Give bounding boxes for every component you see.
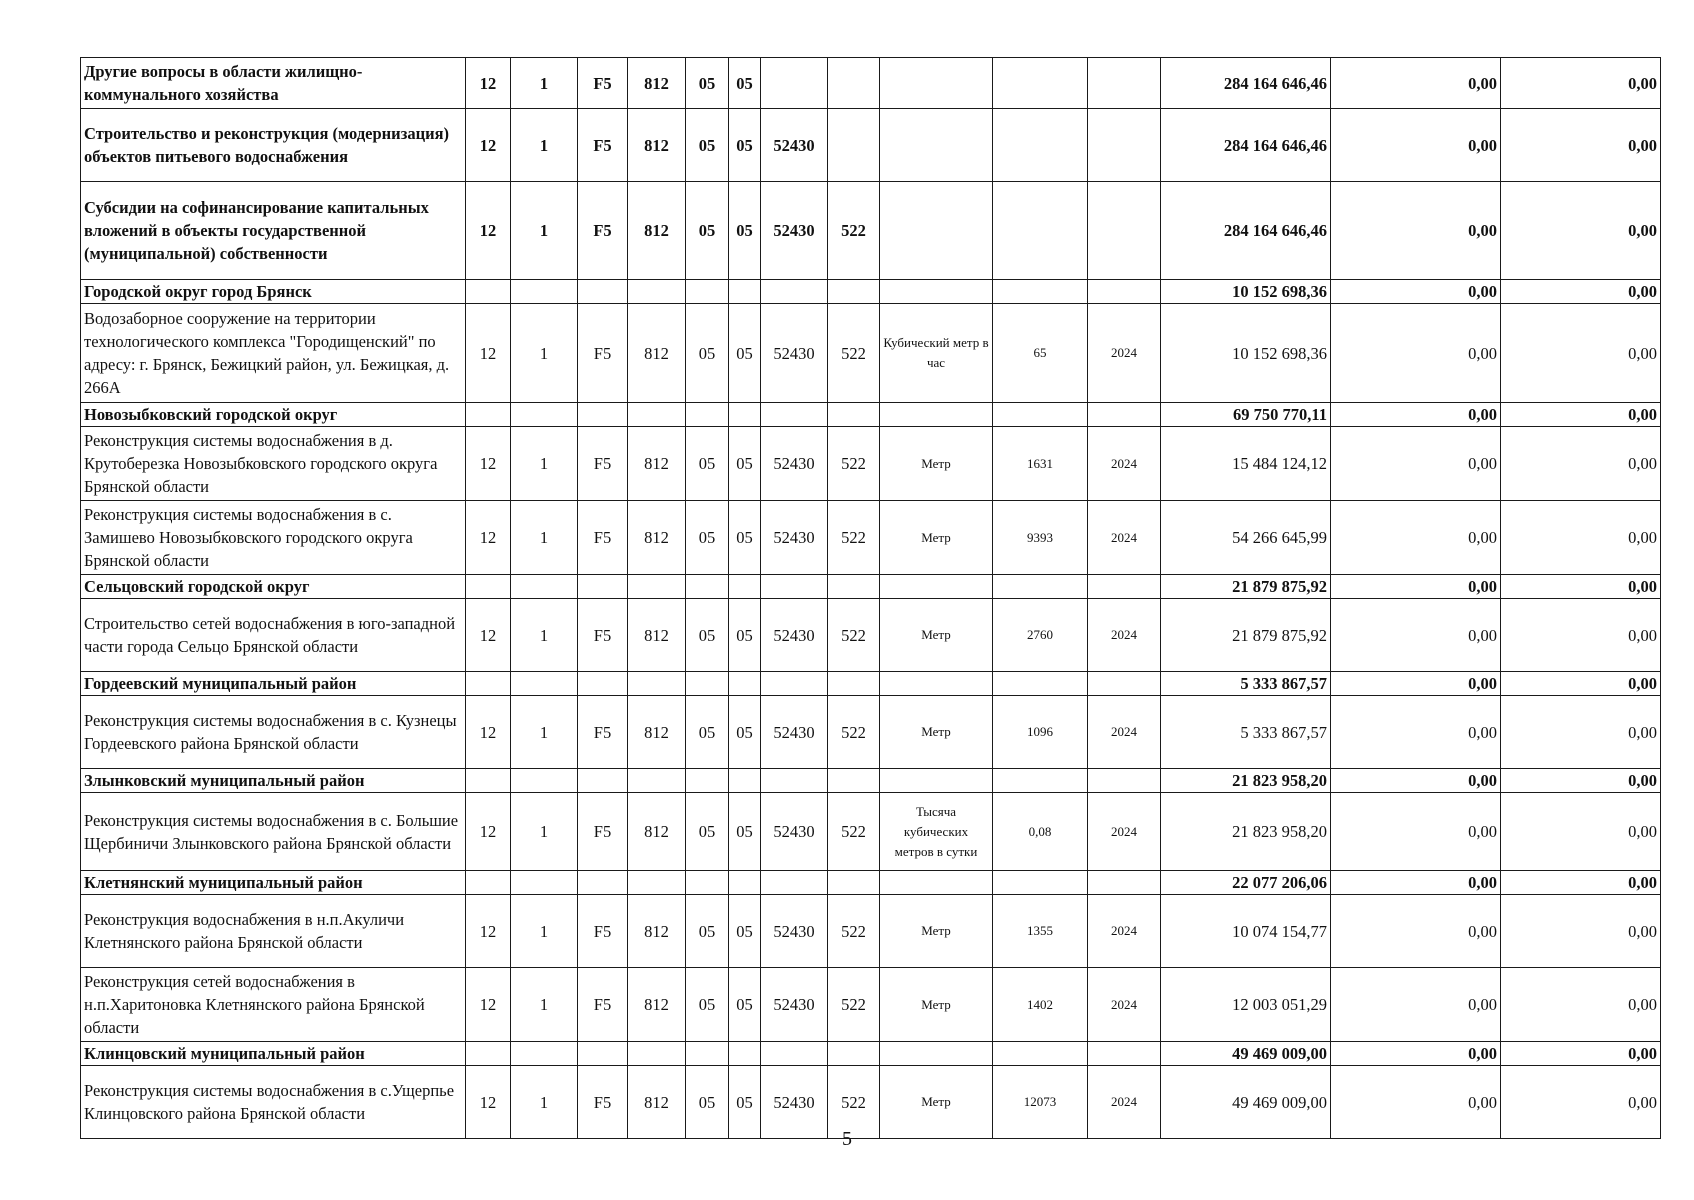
cell-quantity xyxy=(993,109,1088,182)
cell-year: 2024 xyxy=(1088,793,1161,871)
cell-code-3: F5 xyxy=(578,304,628,403)
cell-code-1: 12 xyxy=(466,427,511,501)
cell-code-6: 05 xyxy=(729,109,761,182)
group-amount: 10 152 698,36 xyxy=(1161,280,1331,304)
cell-code-4: 812 xyxy=(628,427,686,501)
cell-code-7: 52430 xyxy=(761,501,828,575)
cell-code-3: F5 xyxy=(578,696,628,769)
table-row xyxy=(81,427,1661,501)
cell-code-2: 1 xyxy=(511,1066,578,1139)
cell-code-4: 812 xyxy=(628,182,686,280)
cell-code-5: 05 xyxy=(686,1066,729,1139)
cell-amount: 10 152 698,36 xyxy=(1161,304,1331,403)
cell-code-7: 52430 xyxy=(761,696,828,769)
cell-code-1: 12 xyxy=(466,895,511,968)
cell-code-5: 05 xyxy=(686,501,729,575)
cell-year: 2024 xyxy=(1088,427,1161,501)
cell-code-4: 812 xyxy=(628,696,686,769)
cell-code-2: 1 xyxy=(511,304,578,403)
cell-code-3: F5 xyxy=(578,793,628,871)
cell-year xyxy=(1088,182,1161,280)
cell-code-2: 1 xyxy=(511,109,578,182)
cell-code-8: 522 xyxy=(828,182,880,280)
cell-quantity: 0,08 xyxy=(993,793,1088,871)
cell-amount-2: 0,00 xyxy=(1331,599,1501,672)
cell-code-7: 52430 xyxy=(761,793,828,871)
cell-code-3: F5 xyxy=(578,599,628,672)
row-name: Строительство сетей водоснабжения в юго-западной части города Сельцо Брянской области xyxy=(81,599,466,672)
group-amount-2: 0,00 xyxy=(1331,575,1501,599)
cell-code-2: 1 xyxy=(511,501,578,575)
cell-quantity: 12073 xyxy=(993,1066,1088,1139)
cell-quantity: 1402 xyxy=(993,968,1088,1042)
cell-code-4: 812 xyxy=(628,968,686,1042)
cell-quantity: 1096 xyxy=(993,696,1088,769)
table-row xyxy=(81,501,1661,575)
table-row xyxy=(81,58,1661,109)
cell-code-3: F5 xyxy=(578,182,628,280)
cell-year: 2024 xyxy=(1088,304,1161,403)
cell-code-1: 12 xyxy=(466,304,511,403)
row-name: Реконструкция системы водоснабжения в с. Большие Щербиничи Злынковского района Брянской области xyxy=(81,793,466,871)
row-name: Реконструкция водоснабжения в н.п.Акуличи Клетнянского района Брянской области xyxy=(81,895,466,968)
cell-quantity: 65 xyxy=(993,304,1088,403)
cell-code-2: 1 xyxy=(511,427,578,501)
group-amount-3: 0,00 xyxy=(1501,1042,1661,1066)
cell-amount-3: 0,00 xyxy=(1501,895,1661,968)
cell-code-5: 05 xyxy=(686,968,729,1042)
cell-year: 2024 xyxy=(1088,599,1161,672)
cell-amount-3: 0,00 xyxy=(1501,599,1661,672)
row-name: Реконструкция системы водоснабжения в д. Крутоберезка Новозыбковского городского округа Брянской области xyxy=(81,427,466,501)
cell-code-6: 05 xyxy=(729,58,761,109)
cell-amount-2: 0,00 xyxy=(1331,427,1501,501)
cell-code-7 xyxy=(761,58,828,109)
cell-code-7: 52430 xyxy=(761,182,828,280)
group-row xyxy=(81,769,1661,793)
row-name: Реконструкция системы водоснабжения в с. Кузнецы Гордеевского района Брянской области xyxy=(81,696,466,769)
table-row xyxy=(81,696,1661,769)
cell-code-2: 1 xyxy=(511,182,578,280)
cell-code-7: 52430 xyxy=(761,304,828,403)
cell-code-5: 05 xyxy=(686,182,729,280)
group-row xyxy=(81,871,1661,895)
group-amount-3: 0,00 xyxy=(1501,871,1661,895)
cell-code-7: 52430 xyxy=(761,599,828,672)
cell-code-5: 05 xyxy=(686,696,729,769)
group-amount-2: 0,00 xyxy=(1331,672,1501,696)
cell-amount-3: 0,00 xyxy=(1501,427,1661,501)
cell-code-6: 05 xyxy=(729,427,761,501)
table-row xyxy=(81,304,1661,403)
cell-year: 2024 xyxy=(1088,895,1161,968)
table-row xyxy=(81,109,1661,182)
group-name: Городской округ город Брянск xyxy=(81,280,466,304)
cell-year xyxy=(1088,109,1161,182)
table-row xyxy=(81,895,1661,968)
row-name: Субсидии на софинансирование капитальных вложений в объекты государственной (муниципальной) собственности xyxy=(81,182,466,280)
cell-amount-2: 0,00 xyxy=(1331,793,1501,871)
cell-amount: 54 266 645,99 xyxy=(1161,501,1331,575)
cell-code-8 xyxy=(828,58,880,109)
cell-code-6: 05 xyxy=(729,968,761,1042)
cell-quantity: 9393 xyxy=(993,501,1088,575)
cell-amount-3: 0,00 xyxy=(1501,793,1661,871)
cell-code-1: 12 xyxy=(466,501,511,575)
cell-unit: Метр xyxy=(880,696,993,769)
budget-table xyxy=(80,57,1661,1139)
cell-code-5: 05 xyxy=(686,599,729,672)
cell-amount: 284 164 646,46 xyxy=(1161,109,1331,182)
cell-amount-3: 0,00 xyxy=(1501,1066,1661,1139)
cell-code-8: 522 xyxy=(828,599,880,672)
cell-code-8: 522 xyxy=(828,1066,880,1139)
cell-code-8: 522 xyxy=(828,696,880,769)
cell-code-2: 1 xyxy=(511,968,578,1042)
cell-amount-2: 0,00 xyxy=(1331,696,1501,769)
group-amount-2: 0,00 xyxy=(1331,1042,1501,1066)
group-amount-3: 0,00 xyxy=(1501,672,1661,696)
row-name: Реконструкция системы водоснабжения в с. Замишево Новозыбковского городского округа Брянской области xyxy=(81,501,466,575)
cell-code-5: 05 xyxy=(686,793,729,871)
cell-code-7: 52430 xyxy=(761,968,828,1042)
cell-code-6: 05 xyxy=(729,304,761,403)
cell-amount: 10 074 154,77 xyxy=(1161,895,1331,968)
cell-unit: Метр xyxy=(880,599,993,672)
cell-code-6: 05 xyxy=(729,182,761,280)
cell-code-3: F5 xyxy=(578,109,628,182)
cell-code-1: 12 xyxy=(466,696,511,769)
cell-code-5: 05 xyxy=(686,304,729,403)
group-name: Клетнянский муниципальный район xyxy=(81,871,466,895)
cell-code-1: 12 xyxy=(466,968,511,1042)
group-amount: 21 879 875,92 xyxy=(1161,575,1331,599)
cell-year xyxy=(1088,58,1161,109)
cell-code-4: 812 xyxy=(628,501,686,575)
cell-code-5: 05 xyxy=(686,58,729,109)
cell-code-2: 1 xyxy=(511,599,578,672)
cell-amount: 284 164 646,46 xyxy=(1161,58,1331,109)
cell-unit: Метр xyxy=(880,501,993,575)
cell-code-7: 52430 xyxy=(761,109,828,182)
group-name: Гордеевский муниципальный район xyxy=(81,672,466,696)
cell-code-5: 05 xyxy=(686,895,729,968)
cell-amount: 12 003 051,29 xyxy=(1161,968,1331,1042)
cell-amount-2: 0,00 xyxy=(1331,182,1501,280)
cell-unit: Метр xyxy=(880,895,993,968)
group-row xyxy=(81,575,1661,599)
group-amount-3: 0,00 xyxy=(1501,769,1661,793)
cell-code-5: 05 xyxy=(686,427,729,501)
cell-code-3: F5 xyxy=(578,968,628,1042)
cell-code-7: 52430 xyxy=(761,1066,828,1139)
group-amount-2: 0,00 xyxy=(1331,871,1501,895)
cell-year: 2024 xyxy=(1088,968,1161,1042)
cell-amount: 21 823 958,20 xyxy=(1161,793,1331,871)
row-name: Реконструкция сетей водоснабжения в н.п.Харитоновка Клетнянского района Брянской области xyxy=(81,968,466,1042)
row-name: Реконструкция системы водоснабжения в с.Ущерпье Клинцовского района Брянской области xyxy=(81,1066,466,1139)
cell-code-6: 05 xyxy=(729,501,761,575)
group-amount: 22 077 206,06 xyxy=(1161,871,1331,895)
cell-unit xyxy=(880,109,993,182)
table-row xyxy=(81,182,1661,280)
group-amount-2: 0,00 xyxy=(1331,403,1501,427)
group-amount: 69 750 770,11 xyxy=(1161,403,1331,427)
cell-code-6: 05 xyxy=(729,793,761,871)
cell-amount: 49 469 009,00 xyxy=(1161,1066,1331,1139)
group-amount: 5 333 867,57 xyxy=(1161,672,1331,696)
cell-amount-3: 0,00 xyxy=(1501,968,1661,1042)
cell-code-1: 12 xyxy=(466,58,511,109)
table-row xyxy=(81,599,1661,672)
group-row xyxy=(81,403,1661,427)
cell-code-1: 12 xyxy=(466,182,511,280)
group-amount: 21 823 958,20 xyxy=(1161,769,1331,793)
cell-amount-3: 0,00 xyxy=(1501,182,1661,280)
cell-code-1: 12 xyxy=(466,793,511,871)
page-number: 5 xyxy=(842,1128,852,1150)
cell-code-8: 522 xyxy=(828,968,880,1042)
cell-code-7: 52430 xyxy=(761,895,828,968)
cell-code-8: 522 xyxy=(828,304,880,403)
cell-code-6: 05 xyxy=(729,1066,761,1139)
cell-amount: 21 879 875,92 xyxy=(1161,599,1331,672)
cell-code-3: F5 xyxy=(578,427,628,501)
cell-code-3: F5 xyxy=(578,1066,628,1139)
cell-code-1: 12 xyxy=(466,1066,511,1139)
group-amount-3: 0,00 xyxy=(1501,575,1661,599)
cell-code-4: 812 xyxy=(628,1066,686,1139)
cell-amount-2: 0,00 xyxy=(1331,109,1501,182)
group-amount-2: 0,00 xyxy=(1331,769,1501,793)
cell-unit: Метр xyxy=(880,1066,993,1139)
group-name: Новозыбковский городской округ xyxy=(81,403,466,427)
row-name: Другие вопросы в области жилищно-коммунального хозяйства xyxy=(81,58,466,109)
cell-amount-3: 0,00 xyxy=(1501,696,1661,769)
cell-amount-3: 0,00 xyxy=(1501,304,1661,403)
cell-code-7: 52430 xyxy=(761,427,828,501)
table-row xyxy=(81,793,1661,871)
group-name: Сельцовский городской округ xyxy=(81,575,466,599)
group-amount: 49 469 009,00 xyxy=(1161,1042,1331,1066)
row-name: Водозаборное сооружение на территории технологического комплекса "Городищенский" по адресу: г. Брянск, Бежицкий район, ул. Бежицкая, д. 266А xyxy=(81,304,466,403)
group-amount-3: 0,00 xyxy=(1501,280,1661,304)
cell-unit: Метр xyxy=(880,427,993,501)
cell-code-6: 05 xyxy=(729,599,761,672)
cell-unit xyxy=(880,182,993,280)
cell-quantity: 1355 xyxy=(993,895,1088,968)
cell-year: 2024 xyxy=(1088,501,1161,575)
group-row xyxy=(81,672,1661,696)
cell-amount-3: 0,00 xyxy=(1501,109,1661,182)
row-name: Строительство и реконструкция (модернизация) объектов питьевого водоснабжения xyxy=(81,109,466,182)
cell-code-4: 812 xyxy=(628,58,686,109)
cell-quantity: 1631 xyxy=(993,427,1088,501)
group-name: Клинцовский муниципальный район xyxy=(81,1042,466,1066)
cell-year: 2024 xyxy=(1088,696,1161,769)
cell-code-3: F5 xyxy=(578,895,628,968)
cell-unit xyxy=(880,58,993,109)
cell-code-2: 1 xyxy=(511,58,578,109)
cell-code-1: 12 xyxy=(466,599,511,672)
cell-quantity xyxy=(993,58,1088,109)
cell-code-2: 1 xyxy=(511,895,578,968)
cell-quantity xyxy=(993,182,1088,280)
cell-code-4: 812 xyxy=(628,599,686,672)
cell-code-5: 05 xyxy=(686,109,729,182)
cell-code-8: 522 xyxy=(828,501,880,575)
group-row xyxy=(81,280,1661,304)
cell-code-3: F5 xyxy=(578,501,628,575)
cell-code-1: 12 xyxy=(466,109,511,182)
cell-code-6: 05 xyxy=(729,696,761,769)
cell-code-2: 1 xyxy=(511,793,578,871)
cell-quantity: 2760 xyxy=(993,599,1088,672)
cell-code-3: F5 xyxy=(578,58,628,109)
table-row xyxy=(81,968,1661,1042)
cell-code-4: 812 xyxy=(628,109,686,182)
cell-code-8: 522 xyxy=(828,895,880,968)
group-amount-3: 0,00 xyxy=(1501,403,1661,427)
cell-code-8: 522 xyxy=(828,427,880,501)
cell-amount: 284 164 646,46 xyxy=(1161,182,1331,280)
cell-amount-3: 0,00 xyxy=(1501,501,1661,575)
cell-code-8: 522 xyxy=(828,793,880,871)
group-row xyxy=(81,1042,1661,1066)
cell-amount-2: 0,00 xyxy=(1331,304,1501,403)
cell-unit: Кубический метр в час xyxy=(880,304,993,403)
cell-unit: Метр xyxy=(880,968,993,1042)
group-name: Злынковский муниципальный район xyxy=(81,769,466,793)
cell-amount-2: 0,00 xyxy=(1331,1066,1501,1139)
cell-amount: 15 484 124,12 xyxy=(1161,427,1331,501)
cell-code-4: 812 xyxy=(628,304,686,403)
cell-amount-2: 0,00 xyxy=(1331,968,1501,1042)
cell-unit: Тысяча кубических метров в сутки xyxy=(880,793,993,871)
cell-amount: 5 333 867,57 xyxy=(1161,696,1331,769)
cell-year: 2024 xyxy=(1088,1066,1161,1139)
cell-amount-2: 0,00 xyxy=(1331,58,1501,109)
cell-code-4: 812 xyxy=(628,793,686,871)
cell-code-8 xyxy=(828,109,880,182)
cell-amount-2: 0,00 xyxy=(1331,501,1501,575)
cell-code-2: 1 xyxy=(511,696,578,769)
cell-code-6: 05 xyxy=(729,895,761,968)
cell-amount-3: 0,00 xyxy=(1501,58,1661,109)
cell-code-4: 812 xyxy=(628,895,686,968)
cell-amount-2: 0,00 xyxy=(1331,895,1501,968)
group-amount-2: 0,00 xyxy=(1331,280,1501,304)
